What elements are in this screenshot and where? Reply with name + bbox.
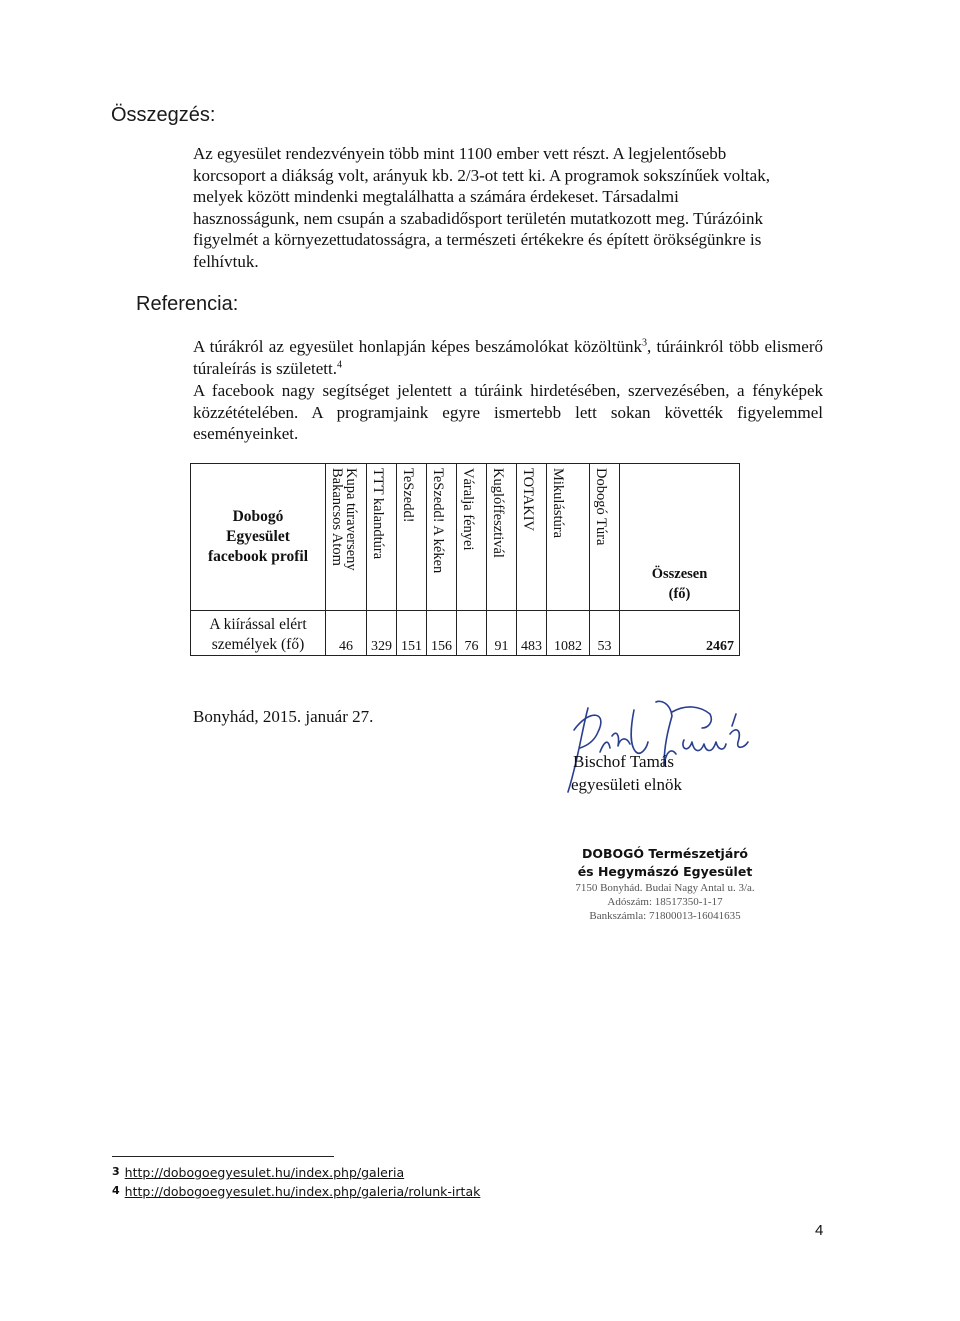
date-line: Bonyhád, 2015. január 27. xyxy=(193,707,374,726)
event-header xyxy=(397,464,427,611)
event-name: Váralja fényei xyxy=(460,468,476,551)
reference-paragraph-1 xyxy=(193,336,823,379)
summary-line: figyelmét a környezettudatosságra, a természeti értékekre és épített örökségünkre is xyxy=(193,230,762,249)
footnote-divider xyxy=(112,1156,334,1157)
value-cell: 91 xyxy=(487,611,517,656)
footnote-number: 4 xyxy=(112,1184,120,1197)
reference-text: A túrákról az egyesület honlapján képes beszámolókat közöltünk xyxy=(193,337,642,356)
summary-line: Az egyesület rendezvényein több mint 1100 ember vett részt. A legjelentősebb xyxy=(193,144,727,163)
summary-paragraph xyxy=(193,143,823,272)
profile-line: facebook profil xyxy=(207,548,309,565)
total-cell: 2467 xyxy=(620,611,740,656)
event-name: TeSzedd! xyxy=(400,468,416,523)
facebook-profile-cell xyxy=(191,464,326,611)
footnote-ref[interactable]: 3 xyxy=(641,337,647,349)
profile-line: Egyesület xyxy=(226,528,290,545)
reference-text-tail: , túráinkról több elismerő túraleírás is született. xyxy=(193,337,823,378)
row-label: A kiírással elért személyek (fő) xyxy=(191,611,326,656)
event-header xyxy=(487,464,517,611)
footnote-number: 3 xyxy=(112,1165,120,1178)
value-cell: 483 xyxy=(517,611,547,656)
value-cell: 329 xyxy=(367,611,397,656)
value-cell: 151 xyxy=(397,611,427,656)
event-header xyxy=(427,464,457,611)
organization-stamp xyxy=(545,845,785,923)
event-name: TOTAKIV xyxy=(520,468,536,532)
event-header xyxy=(326,464,367,611)
event-name: TeSzedd! A kéken xyxy=(430,468,446,574)
profile-line: Dobogó xyxy=(232,508,284,525)
stamp-tax-number: Adószám: 18517350-1-17 xyxy=(607,896,723,908)
event-header xyxy=(517,464,547,611)
event-name: Bakancsos Atom Kupa túraverseny xyxy=(329,468,359,571)
summary-line: melyek között mindenki megtalálhatta a számára érdekeset. Társadalmi xyxy=(193,187,679,206)
total-header: Összesen (fő) xyxy=(620,464,740,611)
event-name: TTT kalandtúra xyxy=(370,468,386,560)
value-cell: 53 xyxy=(590,611,620,656)
event-name: Dobogó Túra xyxy=(593,468,609,546)
stamp-address: 7150 Bonyhád. Budai Nagy Antal u. 3/a. xyxy=(575,882,755,894)
stamp-bank-account: Bankszámla: 71800013-16041635 xyxy=(589,910,741,922)
event-header xyxy=(590,464,620,611)
value-cell: 46 xyxy=(326,611,367,656)
footnote-link[interactable]: http://dobogoegyesulet.hu/index.php/galeria xyxy=(124,1165,405,1180)
footnote-ref[interactable]: 4 xyxy=(336,358,342,370)
event-header xyxy=(367,464,397,611)
footnote-link[interactable]: http://dobogoegyesulet.hu/index.php/galeria/rolunk-irtak xyxy=(124,1184,481,1199)
signer-title: egyesületi elnök xyxy=(571,775,682,794)
footnote xyxy=(112,1165,404,1180)
stamp-line: és Hegymászó Egyesület xyxy=(577,864,753,879)
table-header-row xyxy=(191,464,740,611)
footnote xyxy=(112,1184,480,1199)
stamp-line: DOBOGÓ Természetjáró xyxy=(581,846,749,861)
summary-line: korcsoport a diákság volt, arányuk kb. 2/3-ot tett ki. A programok sokszínűek voltak, xyxy=(193,165,770,185)
summary-line: hasznosságunk, nem csupán a szabadidősport területén mutatkozott meg. Túrázóink xyxy=(193,208,763,228)
table-value-row xyxy=(191,611,740,656)
event-header xyxy=(457,464,487,611)
summary-line: felhívtuk. xyxy=(193,251,259,271)
participants-table xyxy=(190,463,740,656)
event-header xyxy=(547,464,590,611)
value-cell: 76 xyxy=(457,611,487,656)
signer-name: Bischof Tamás xyxy=(573,752,674,771)
reference-paragraph-2: A facebook nagy segítséget jelentett a túráink hirdetésében, szervezésében, a fényképek közzétételében. A programjaink egyre ismertebb lett sokan követték figyelemmel eseményeinket. xyxy=(193,381,823,443)
page-number: 4 xyxy=(815,1222,824,1239)
reference-heading: Referencia: xyxy=(136,293,239,315)
summary-heading: Összegzés: xyxy=(111,104,216,126)
event-name: Kuglóffesztivál xyxy=(490,468,506,558)
event-name: Mikulástúra xyxy=(550,468,566,539)
value-cell: 1082 xyxy=(547,611,590,656)
value-cell: 156 xyxy=(427,611,457,656)
